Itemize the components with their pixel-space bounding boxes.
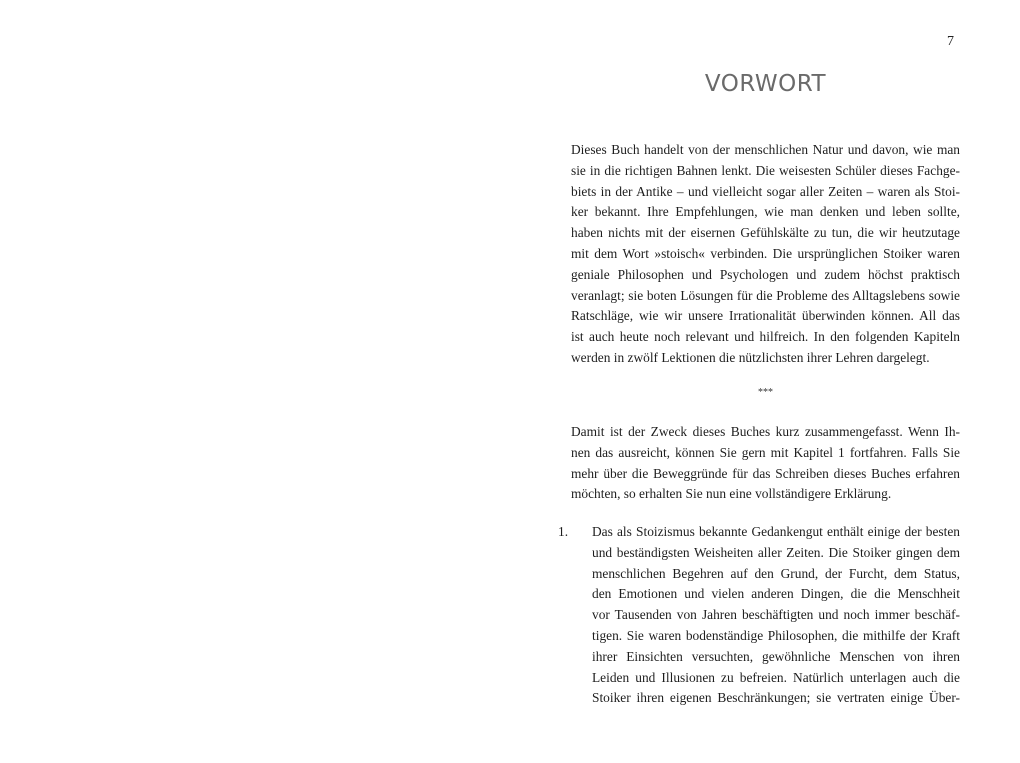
text-line: vor Tausenden von Jahren beschäftigten und noch immer beschäf- bbox=[592, 607, 960, 623]
text-line: menschlichen Begehren auf den Grund, der Furcht, dem Status, bbox=[592, 565, 960, 581]
text-line: den Emotionen und vielen anderen Dingen, die die Menschheit bbox=[592, 586, 960, 602]
list-number: 1. bbox=[558, 524, 569, 539]
text-line: Leiden und Illusionen zu befreien. Natürlich unterlagen auch die bbox=[592, 669, 960, 685]
text-line: mehr über die Beweggründe für das Schreiben dieses Buches erfahren bbox=[571, 465, 960, 481]
text-line: veranlagt; sie boten Lösungen für die Probleme des Alltagslebens sowie bbox=[571, 287, 960, 303]
text-line: werden in zwölf Lektionen die nützlichsten ihrer Lehren dargelegt. bbox=[571, 349, 930, 365]
text-line: und beständigsten Weisheiten aller Zeiten. Die Stoiker gingen dem bbox=[592, 544, 960, 560]
chapter-title: VORWORT bbox=[704, 71, 827, 97]
text-line: ihrer Einsichten versuchten, gewöhnliche Menschen von ihren bbox=[592, 648, 960, 664]
text-line: ker bekannt. Ihre Empfehlungen, wie man denken und leben sollte, bbox=[571, 204, 960, 220]
page-number: 7 bbox=[947, 34, 954, 49]
text-line: biets in der Antike – und vielleicht sogar aller Zeiten – waren als Stoi- bbox=[571, 183, 960, 199]
text-line: Dieses Buch handelt von der menschlichen Natur und davon, wie man bbox=[571, 142, 960, 157]
text-line: mit dem Wort »stoisch« verbinden. Die ursprünglichen Stoiker waren bbox=[571, 245, 960, 261]
list-item bbox=[558, 522, 960, 709]
text-line: Damit ist der Zweck dieses Buches kurz zusammengefasst. Wenn Ih- bbox=[571, 424, 960, 439]
text-line: Ratschläge, wie wir unsere Irrationalität überwinden können. All das bbox=[571, 308, 960, 324]
text-line: tigen. Sie waren bodenständige Philosophen, die mithilfe der Kraft bbox=[592, 627, 960, 643]
text-line: geniale Philosophen und Psychologen und zudem höchst praktisch bbox=[571, 266, 960, 282]
purpose-paragraph bbox=[571, 422, 960, 505]
section-separator: *** bbox=[758, 387, 773, 398]
text-line: sie in die richtigen Bahnen lenkt. Die weisesten Schüler dieses Fachge- bbox=[571, 162, 960, 178]
text-line: ist auch heute noch relevant und hilfreich. In den folgenden Kapiteln bbox=[571, 329, 960, 345]
text-line: haben nichts mit der eisernen Gefühlskälte zu tun, die wir heutzutage bbox=[571, 225, 960, 241]
text-line: Das als Stoizismus bekannte Gedankengut enthält einige der besten bbox=[592, 524, 960, 539]
intro-paragraph bbox=[571, 140, 960, 369]
text-line: nen das ausreicht, können Sie gern mit Kapitel 1 fortfahren. Falls Sie bbox=[571, 444, 960, 460]
text-line: Stoiker ihren eigenen Beschränkungen; sie vertraten einige Über- bbox=[592, 690, 960, 706]
numbered-list bbox=[558, 522, 960, 709]
text-line: möchten, so erhalten Sie nun eine vollständigere Erklärung. bbox=[571, 486, 892, 502]
